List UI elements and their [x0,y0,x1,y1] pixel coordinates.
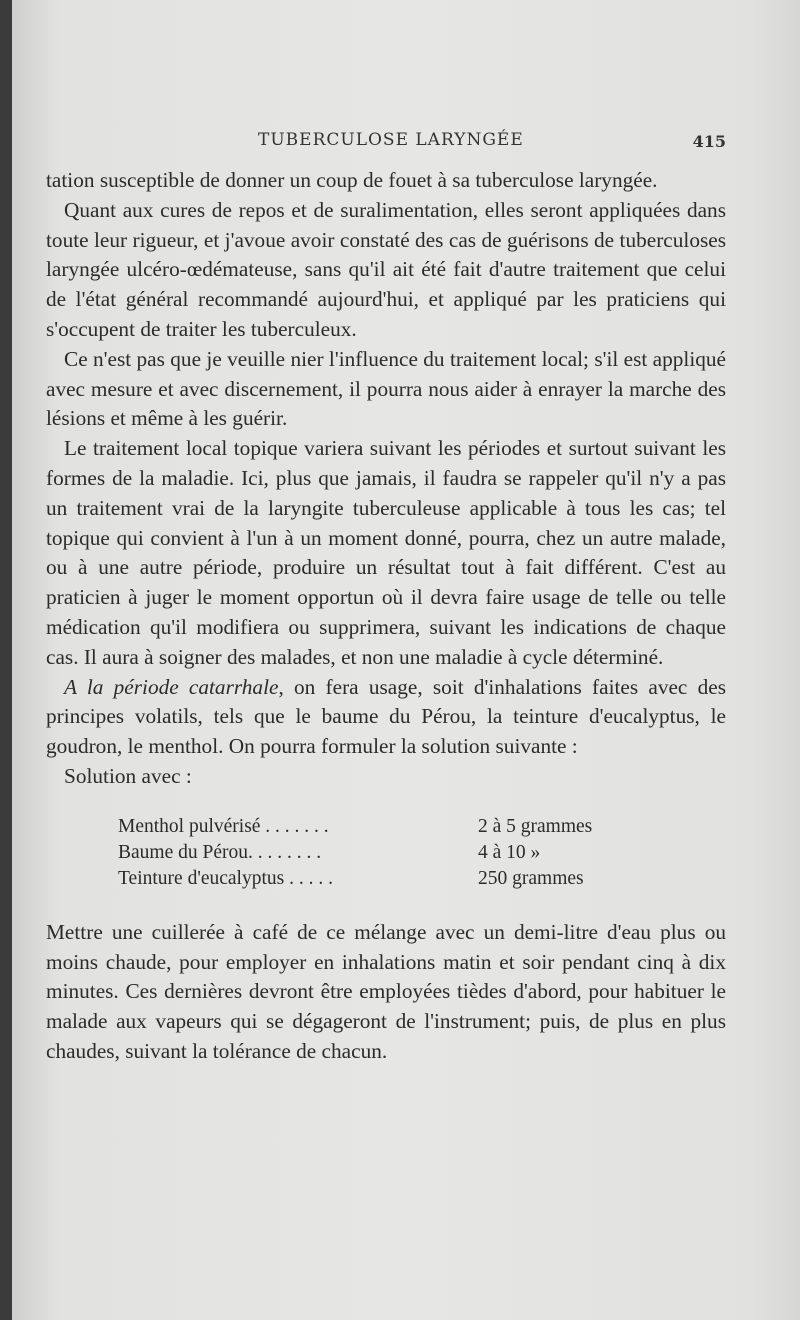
recipe-ingredient: Menthol pulvérisé . . . . . . . [118,815,329,837]
paragraph-traitement-local: Ce n'est pas que je veuille nier l'influence du traitement local; s'il est appliqué avec mesure et avec discernement, il pourra nous aider à enrayer la marche des lésions et même à les guérir. [46,346,726,431]
recipe-quantity: 2 à 5 grammes [478,815,593,837]
paragraph-solution-avec: Solution avec : [64,763,192,788]
paragraph-periode-catarrhale-text: , on fera usage, soit d'inhalations faites avec des principes volatils, tels que le baume du Pérou, la teinture d'eucalyptus, le goudron, le menthol. On pourra formuler la solution suivante : [46,674,727,759]
book-page [12,0,800,1320]
recipe-row [118,814,678,840]
recipe-ingredient: Teinture d'eucalyptus . . . . . [118,867,333,889]
recipe-row [118,840,678,866]
running-head [12,130,800,154]
paragraph-periode-catarrhale [46,673,726,762]
italic-term: A la période catarrhale [64,674,279,699]
running-title: TUBERCULOSE LARYNGÉE [258,130,524,150]
page-number: 415 [692,132,726,151]
paragraph-cures-de-repos: Quant aux cures de repos et de suralimentation, elles seront appliquées dans toute leur rigueur, et j'avoue avoir constaté des cas de guérisons de tuberculoses laryngée ulcéro-œdémateuse, sans qu'il ait été fait d'autre traitement que celui de l'état général recommandé aujourd'hui, et appliqué par les praticiens qui s'occupent de traiter les tuberculeux. [46,197,726,341]
body-text [46,166,726,1067]
paragraph-continuation: tation susceptible de donner un coup de fouet à sa tuberculose laryngée. [46,168,658,192]
paragraph-traitement-topique: Le traitement local topique variera suivant les périodes et surtout suivant les formes de la maladie. Ici, plus que jamais, il faudra se rappeler qu'il n'y a pas un traitement vrai de la laryngite tuberculeuse applicable à tous les cas; tel topique qui convient à l'un à un moment donné, pourra, chez un autre malade, ou à une autre période, produire un résultat tout à fait différent. C'est au praticien à juger le moment opportun où il devra faire usage de telle ou telle médication qu'il modifiera ou supprimera, suivant les indications de chaque cas. Il aura à soigner des malades, et non une maladie à cycle déterminé. [46,436,726,669]
paragraph-mettre-une-cuilleree: Mettre une cuillerée à café de ce mélange avec un demi-litre d'eau plus ou moins chaude, pour employer en inhalations matin et soir pendant cinq à dix minutes. Ces dernières devront être employées tièdes d'abord, pour habituer le malade aux vapeurs qui se dégageront de l'instrument; puis, de plus en plus chaudes, suivant la tolérance de chacun. [46,919,726,1063]
recipe-quantity: 250 grammes [478,867,584,889]
recipe-row [118,866,678,892]
recipe-ingredient: Baume du Pérou. . . . . . . . [118,841,322,863]
recipe-table [118,814,678,892]
recipe-quantity: 4 à 10 » [478,841,541,863]
